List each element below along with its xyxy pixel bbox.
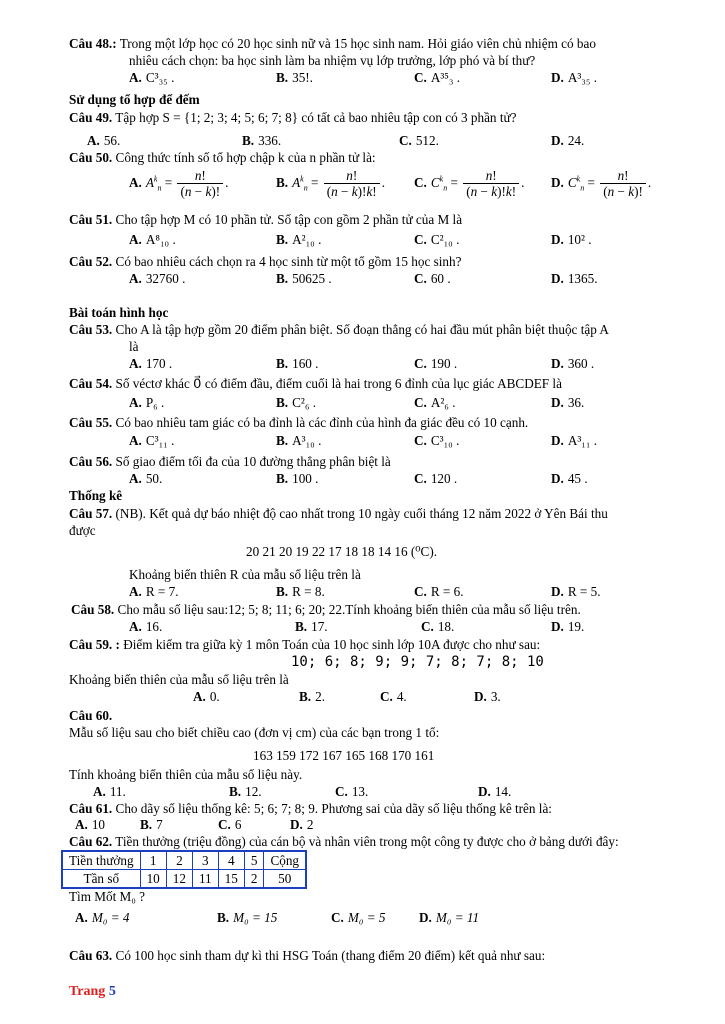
question-61: Câu 61. Cho dãy số liệu thống kê: 5; 6; 7; 8; 9. Phương sai của dãy số liệu thống kê trên là:: [69, 801, 552, 816]
q54-option-b: B. C²₆ .: [276, 395, 317, 410]
table-cell: 12: [166, 870, 192, 889]
question-56: Câu 56. Số giao điểm tối đa của 10 đường thẳng phân biệt là: [69, 454, 391, 469]
question-58: Câu 58. Cho mẫu số liệu sau:12; 5; 8; 11; 6; 20; 22.Tính khoảng biến thiên của mẫu số liệu trên.: [71, 602, 581, 617]
q60-option-d: D. 14.: [478, 784, 512, 799]
table-cell: Tần số: [62, 870, 140, 889]
table-cell: Cộng: [264, 851, 306, 870]
q53-option-b: B. 160 .: [276, 356, 319, 371]
q52-option-a: A. 32760 .: [129, 271, 186, 286]
q59-prompt: Khoảng biến thiên của mẫu số liệu trên là: [69, 672, 289, 687]
q57-option-d: D. R = 5.: [551, 584, 601, 599]
table-cell: 15: [218, 870, 244, 889]
q55-option-c: C. C³₁₀ .: [414, 433, 460, 448]
q54-option-a: A. P₆ .: [129, 395, 165, 410]
q62-option-c: C. M₀ = 5: [331, 910, 386, 925]
table-cell: 2: [166, 851, 192, 870]
q60-option-a: A. 11.: [93, 784, 126, 799]
q59-option-b: B. 2.: [299, 689, 325, 704]
table-cell: 2: [244, 870, 264, 889]
q54-option-c: C. A²₆ .: [414, 395, 456, 410]
q58-option-d: D. 19.: [551, 619, 585, 634]
q55-option-b: B. A³₁₀ .: [276, 433, 322, 448]
table-cell: Tiền thưởng: [62, 851, 140, 870]
q61-option-b: B. 7: [140, 817, 163, 832]
q57-data-values: 20 21 20 19 22 17 18 18 14 16 (⁰C).: [246, 544, 438, 559]
q62-option-d: D. M₀ = 11: [419, 910, 480, 925]
q56-option-b: B. 100 .: [276, 471, 319, 486]
question-54: Câu 54. Số véctơ khác 0⃗ có điểm đầu, điểm cuối là hai trong 6 đỉnh của lục giác ABCDEF là: [69, 376, 562, 391]
question-59: Câu 59. : Điểm kiểm tra giữa kỳ 1 môn Toán của 10 học sinh lớp 10A được cho như sau:: [69, 637, 541, 652]
q52-option-c: C. 60 .: [414, 271, 451, 286]
frequency-table: [61, 850, 307, 889]
q56-option-a: A. 50.: [129, 471, 163, 486]
question-52: Câu 52. Có bao nhiêu cách chọn ra 4 học sinh từ một tổ gồm 15 học sinh?: [69, 254, 462, 269]
q59-option-c: C. 4.: [380, 689, 407, 704]
q54-option-d: D. 36.: [551, 395, 585, 410]
q53-option-c: C. 190 .: [414, 356, 458, 371]
q56-option-c: C. 120 .: [414, 471, 458, 486]
q60-text: Mẫu số liệu sau cho biết chiều cao (đơn vị cm) của các bạn trong 1 tổ:: [69, 725, 440, 740]
q52-option-b: B. 50625 .: [276, 271, 332, 286]
question-48: Câu 48.: Trong một lớp học có 20 học sinh nữ và 15 học sinh nam. Hỏi giáo viên chủ nhiệm có bao: [69, 36, 596, 51]
page-footer: [69, 984, 116, 1000]
q49-option-b: B. 336.: [242, 133, 282, 148]
q60-prompt: Tính khoảng biến thiên của mẫu số liệu này.: [69, 767, 303, 782]
table-cell: 3: [192, 851, 218, 870]
q52-option-d: D. 1365.: [551, 271, 598, 286]
table-cell: 1: [140, 851, 166, 870]
q61-option-d: D. 2: [290, 817, 314, 832]
section-heading-combination: Sử dụng tổ hợp để đếm: [69, 92, 200, 107]
q58-option-b: B. 17.: [295, 619, 328, 634]
q57-option-b: B. R = 8.: [276, 584, 325, 599]
q50-option-c: C. $C^k_n$ = $\frac{n!}{(n - k)!k!}$ .: [414, 168, 525, 199]
table-cell: 11: [192, 870, 218, 889]
page-number: 5: [108, 984, 116, 999]
q57-option-c: C. R = 6.: [414, 584, 464, 599]
q48-option-d: D. A³₃₅ .: [551, 70, 598, 85]
q62-option-a: A. M₀ = 4: [75, 910, 130, 925]
table-row-frequency: [62, 870, 306, 889]
q53-option-d: D. 360 .: [551, 356, 595, 371]
question-60: Câu 60.: [69, 708, 113, 723]
q51-option-d: D. 10² .: [551, 232, 592, 247]
q55-option-d: D. A³₁₁ .: [551, 433, 598, 448]
q50-option-a: A. $A^k_n$ = $\frac{n!}{(n - k)!}$ .: [129, 168, 229, 199]
q58-option-a: A. 16.: [129, 619, 163, 634]
question-53-line2: là: [129, 339, 139, 354]
q60-option-b: B. 12.: [229, 784, 262, 799]
q61-option-c: C. 6: [218, 817, 242, 832]
question-57-line2: được: [69, 523, 96, 538]
q48-option-a: A. C³₃₅ .: [129, 70, 175, 85]
table-cell: 50: [264, 870, 306, 889]
q55-option-a: A. C³₁₁ .: [129, 433, 175, 448]
question-50: Câu 50. Công thức tính số tổ hợp chập k của n phần tử là:: [69, 150, 376, 165]
q56-option-d: D. 45 .: [551, 471, 588, 486]
q51-option-a: A. A⁸₁₀ .: [129, 232, 176, 247]
table-row-bonus: [62, 851, 306, 870]
q59-data-values: 10; 6; 8; 9; 9; 7; 8; 7; 8; 10: [291, 654, 544, 670]
q50-option-d: D. $C^k_n$ = $\frac{n!}{(n - k)!}$ .: [551, 168, 652, 199]
q59-option-d: D. 3.: [474, 689, 501, 704]
q48-option-b: B. 35!.: [276, 70, 313, 85]
question-57: Câu 57. (NB). Kết quả dự báo nhiệt độ cao nhất trong 10 ngày cuối tháng 12 năm 2022 ở Yên Bái thu: [69, 506, 608, 521]
question-53: Câu 53. Cho A là tập hợp gồm 20 điểm phân biệt. Số đoạn thẳng có hai đầu mút phân biệt thuộc tập A: [69, 322, 609, 337]
table-cell: 5: [244, 851, 264, 870]
q53-option-a: A. 170 .: [129, 356, 173, 371]
question-49: Câu 49. Tập hợp S = {1; 2; 3; 4; 5; 6; 7; 8} có tất cả bao nhiêu tập con có 3 phần tử?: [69, 110, 517, 125]
question-62: Câu 62. Tiền thưởng (triệu đồng) của cán bộ và nhân viên trong một công ty được cho ở bảng dưới đây:: [69, 834, 619, 849]
q60-data-values: 163 159 172 167 165 168 170 161: [253, 748, 435, 763]
q62-option-b: B. M₀ = 15: [217, 910, 278, 925]
q59-option-a: A. 0.: [193, 689, 220, 704]
q62-prompt: Tìm Mốt M₀ ?: [69, 889, 146, 904]
q48-option-c: C. A³⁵₃ .: [414, 70, 461, 85]
q51-option-b: B. A²₁₀ .: [276, 232, 322, 247]
section-heading-geometry: Bài toán hình học: [69, 305, 169, 320]
table-cell: 10: [140, 870, 166, 889]
q58-option-c: C. 18.: [421, 619, 455, 634]
q57-prompt: Khoảng biến thiên R của mẫu số liệu trên là: [129, 567, 361, 582]
q49-option-c: C. 512.: [399, 133, 439, 148]
question-48-line2: nhiêu cách chọn: ba học sinh làm ba nhiệm vụ lớp trưởng, lớp phó và bí thư?: [129, 53, 536, 68]
question-55: Câu 55. Có bao nhiêu tam giác có ba đỉnh là các đỉnh của hình đa giác đều có 10 cạnh.: [69, 415, 529, 430]
table-cell: 4: [218, 851, 244, 870]
q61-option-a: A. 10: [75, 817, 106, 832]
q49-option-a: A. 56.: [87, 133, 121, 148]
question-63: Câu 63. Có 100 học sinh tham dự kì thi HSG Toán (thang điểm 20 điểm) kết quả như sau:: [69, 948, 546, 963]
q57-option-a: A. R = 7.: [129, 584, 179, 599]
q51-option-c: C. C²₁₀ .: [414, 232, 460, 247]
q60-option-c: C. 13.: [335, 784, 369, 799]
q49-option-d: D. 24.: [551, 133, 585, 148]
q50-option-b: B. $A^k_n$ = $\frac{n!}{(n - k)!k!}$ .: [276, 168, 385, 199]
footer-label: Trang: [69, 984, 106, 999]
section-heading-statistics: Thống kê: [69, 488, 123, 503]
question-51: Câu 51. Cho tập hợp M có 10 phần tử. Số tập con gồm 2 phần tử của M là: [69, 212, 463, 227]
